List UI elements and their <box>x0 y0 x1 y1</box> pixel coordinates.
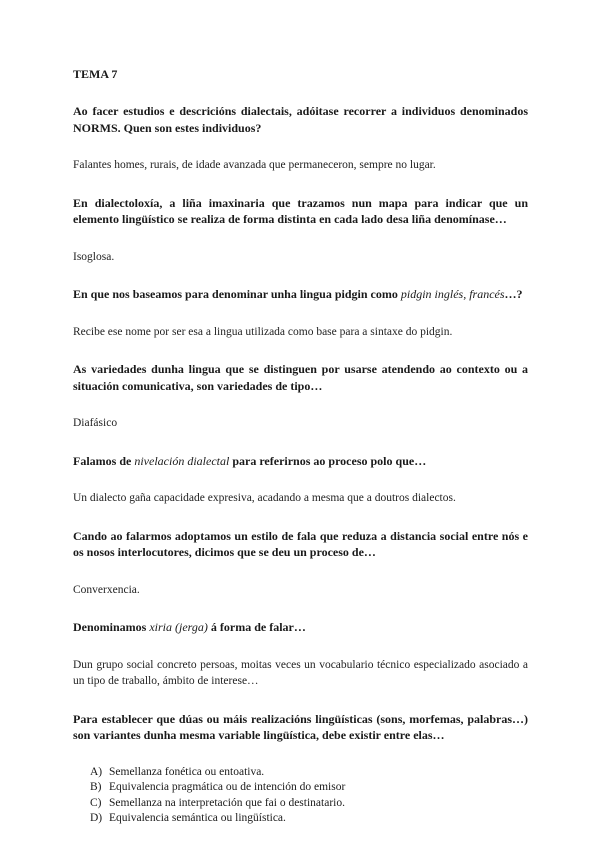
option-letter: B) <box>90 781 102 793</box>
answer-1: Falantes homes, rurais, de idade avanzada que permaneceron, sempre no lugar. <box>73 159 436 171</box>
option-d <box>90 811 528 827</box>
option-letter: D) <box>90 812 103 824</box>
document-title: TEMA 7 <box>73 67 118 81</box>
answer-5: Un dialecto gaña capacidade expresiva, acadando a mesma que a doutros dialectos. <box>73 492 456 504</box>
question-8: Para establecer que dúas ou máis realizacións lingüísticas (sons, morfemas, palabras…) son variantes dunha mesma variable lingüística, debe existir entre elas… <box>73 711 528 742</box>
option-text: Equivalencia pragmática ou de intención do emisor <box>109 781 346 793</box>
option-letter: C) <box>90 796 102 809</box>
question-2: En dialectoloxía, a liña imaxinaria que trazamos nun mapa para indicar que un elemento lingüístico se realiza de forma distinta en cada lado desa liña denomínase… <box>73 195 528 226</box>
answer-6: Converxencia. <box>73 583 140 596</box>
question-4: As variedades dunha lingua que se distinguen por usarse atendendo ao contexto ou a situación comunicativa, son variedades de tipo… <box>73 362 528 393</box>
question-7-part-3: á forma de falar… <box>207 620 306 634</box>
question-5-part-3: para referirnos ao proceso polo que… <box>229 453 427 468</box>
option-b <box>90 780 528 796</box>
question-6: Cando ao falarmos adoptamos un estilo de fala que reduza a distancia social entre nós e os nosos interlocutores, dicimos que se deu un proceso de… <box>73 528 528 559</box>
question-7 <box>73 619 528 636</box>
answer-2: Isoglosa. <box>73 250 115 263</box>
option-a <box>90 765 528 781</box>
question-1: Ao facer estudios e descricións dialectais, adóitase recorrer a individuos denominados NORMS. Quen son estes individuos? <box>73 104 528 135</box>
option-text: Semellanza fonética ou entoativa. <box>109 765 265 778</box>
option-c <box>90 796 528 812</box>
question-5 <box>73 453 528 470</box>
option-letter: A) <box>90 765 103 778</box>
question-3 <box>73 286 528 303</box>
option-text: Equivalencia semántica ou lingüística. <box>109 812 286 824</box>
question-7-part-1: Denominamos <box>73 620 150 634</box>
question-3-part-3: …? <box>504 287 523 301</box>
question-5-part-1: Falamos de <box>73 453 135 468</box>
answer-3: Recibe ese nome por ser esa a lingua utilizada como base para a sintaxe do pidgin. <box>73 325 453 338</box>
answer-7: Dun grupo social concreto persoas, moitas veces un vocabulario técnico especializado asociado a un tipo de traballo, ámbito de interese… <box>73 658 528 687</box>
answer-4: Diafásico <box>73 417 118 429</box>
question-3-italic-term: pidgin inglés, francés <box>400 287 505 301</box>
question-5-italic-term: nivelación dialectal <box>134 453 230 468</box>
option-text: Semellanza na interpretación que fai o destinatario. <box>109 796 345 809</box>
answer-options <box>90 765 528 827</box>
question-3-part-1: En que nos baseamos para denominar unha lingua pidgin como <box>73 287 401 301</box>
document-page <box>73 66 528 827</box>
question-7-italic-term: xiria (jerga) <box>149 620 208 634</box>
